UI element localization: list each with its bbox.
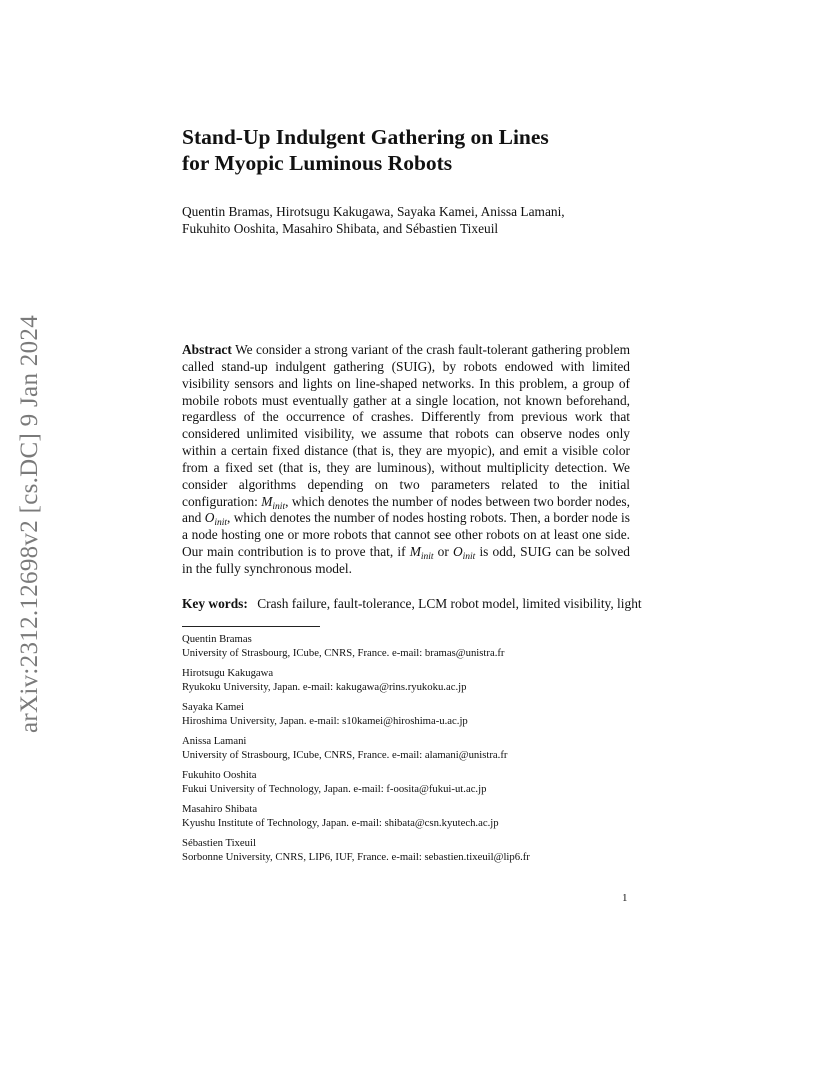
paper-title: [182, 124, 642, 176]
author-list: [182, 203, 642, 237]
affiliation-author-name: Sayaka Kamei: [182, 701, 245, 713]
affiliation-author-name: Hirotsugu Kakugawa: [182, 667, 274, 679]
o-init-symbol: O: [204, 510, 215, 526]
affiliation-author-name: Sébastien Tixeuil: [182, 837, 256, 849]
footnote-divider: [182, 626, 320, 627]
abstract-label: Abstract: [182, 342, 232, 357]
abstract-text-1: We consider a strong variant of the crash fault-tolerant gathering problem called stand-up indulgent gathering (SUIG), by robots endowed with limited visibility sensors and lights on line-shaped networks. In this problem, a group of mobile robots must eventually gather at a single location, not known beforehand, regardless of the occurrence of crashes. Differently from previous work that considered unlimited visibility, we assume that robots can observe nodes only within a certain fixed distance (that is, they are myopic), and emit a visible color from a fixed set (that is, they are luminous), without multiplicity detection. We consider algorithms depending on two parameters related to the initial configuration:: [182, 342, 630, 509]
author-affiliations: [182, 632, 642, 870]
page-number: 1: [622, 892, 628, 904]
abstract-text-4: or: [433, 544, 453, 560]
affiliation-details: Fukui University of Technology, Japan. e-mail: f-oosita@fukui-ut.ac.jp: [182, 783, 487, 796]
affiliation-author-name: Fukuhito Ooshita: [182, 769, 257, 781]
authors-line-1: Quentin Bramas, Hirotsugu Kakugawa, Sayaka Kamei, Anissa Lamani,: [182, 204, 565, 219]
keywords-text: Crash failure, fault-tolerance, LCM robot model, limited visibility, light: [257, 596, 642, 611]
m-init-symbol-2: M: [409, 544, 421, 560]
keywords: [182, 595, 642, 612]
affiliation-item: [182, 768, 642, 796]
affiliation-details: Kyushu Institute of Technology, Japan. e-mail: shibata@csn.kyutech.ac.jp: [182, 817, 499, 830]
abstract: [182, 342, 630, 578]
affiliation-details: University of Strasbourg, ICube, CNRS, France. e-mail: alamani@unistra.fr: [182, 749, 508, 762]
o-init-subscript-2: init: [462, 552, 476, 563]
title-line-2: for Myopic Luminous Robots: [182, 151, 453, 175]
authors-line-2: Fukuhito Ooshita, Masahiro Shibata, and Sébastien Tixeuil: [182, 221, 499, 236]
affiliation-details: Ryukoku University, Japan. e-mail: kakugawa@rins.ryukoku.ac.jp: [182, 681, 467, 694]
affiliation-details: University of Strasbourg, ICube, CNRS, France. e-mail: bramas@unistra.fr: [182, 647, 505, 660]
abstract-text-3: , which denotes the number of nodes hosting robots. Then, a border node is a node hosting one or more robots that cannot see other robots on at least one side. Our main contribution is to prove that, if: [182, 510, 630, 560]
affiliation-item: [182, 734, 642, 762]
affiliation-item: [182, 666, 642, 694]
affiliation-author-name: Anissa Lamani: [182, 735, 247, 747]
m-init-symbol: M: [261, 493, 273, 509]
abstract-text-2: , which denotes the number of nodes between two border nodes, and: [182, 493, 630, 526]
affiliation-item: [182, 632, 642, 660]
o-init-symbol-2: O: [452, 544, 463, 560]
abstract-text-5: is odd, SUIG can be solved in the fully synchronous model.: [182, 544, 630, 576]
affiliation-author-name: Quentin Bramas: [182, 633, 252, 645]
m-init-subscript: init: [272, 501, 286, 512]
affiliation-details: Hiroshima University, Japan. e-mail: s10kamei@hiroshima-u.ac.jp: [182, 715, 468, 728]
affiliation-item: [182, 802, 642, 830]
keywords-label: Key words:: [182, 596, 248, 611]
affiliation-item: [182, 700, 642, 728]
affiliation-item: [182, 836, 642, 864]
affiliation-details: Sorbonne University, CNRS, LIP6, IUF, France. e-mail: sebastien.tixeuil@lip6.fr: [182, 851, 530, 864]
affiliation-author-name: Masahiro Shibata: [182, 803, 258, 815]
title-line-1: Stand-Up Indulgent Gathering on Lines: [182, 125, 549, 149]
o-init-subscript: init: [214, 518, 228, 529]
arxiv-identifier-stamp: arXiv:2312.12698v2 [cs.DC] 9 Jan 2024: [16, 315, 43, 733]
m-init-subscript-2: init: [420, 552, 434, 563]
